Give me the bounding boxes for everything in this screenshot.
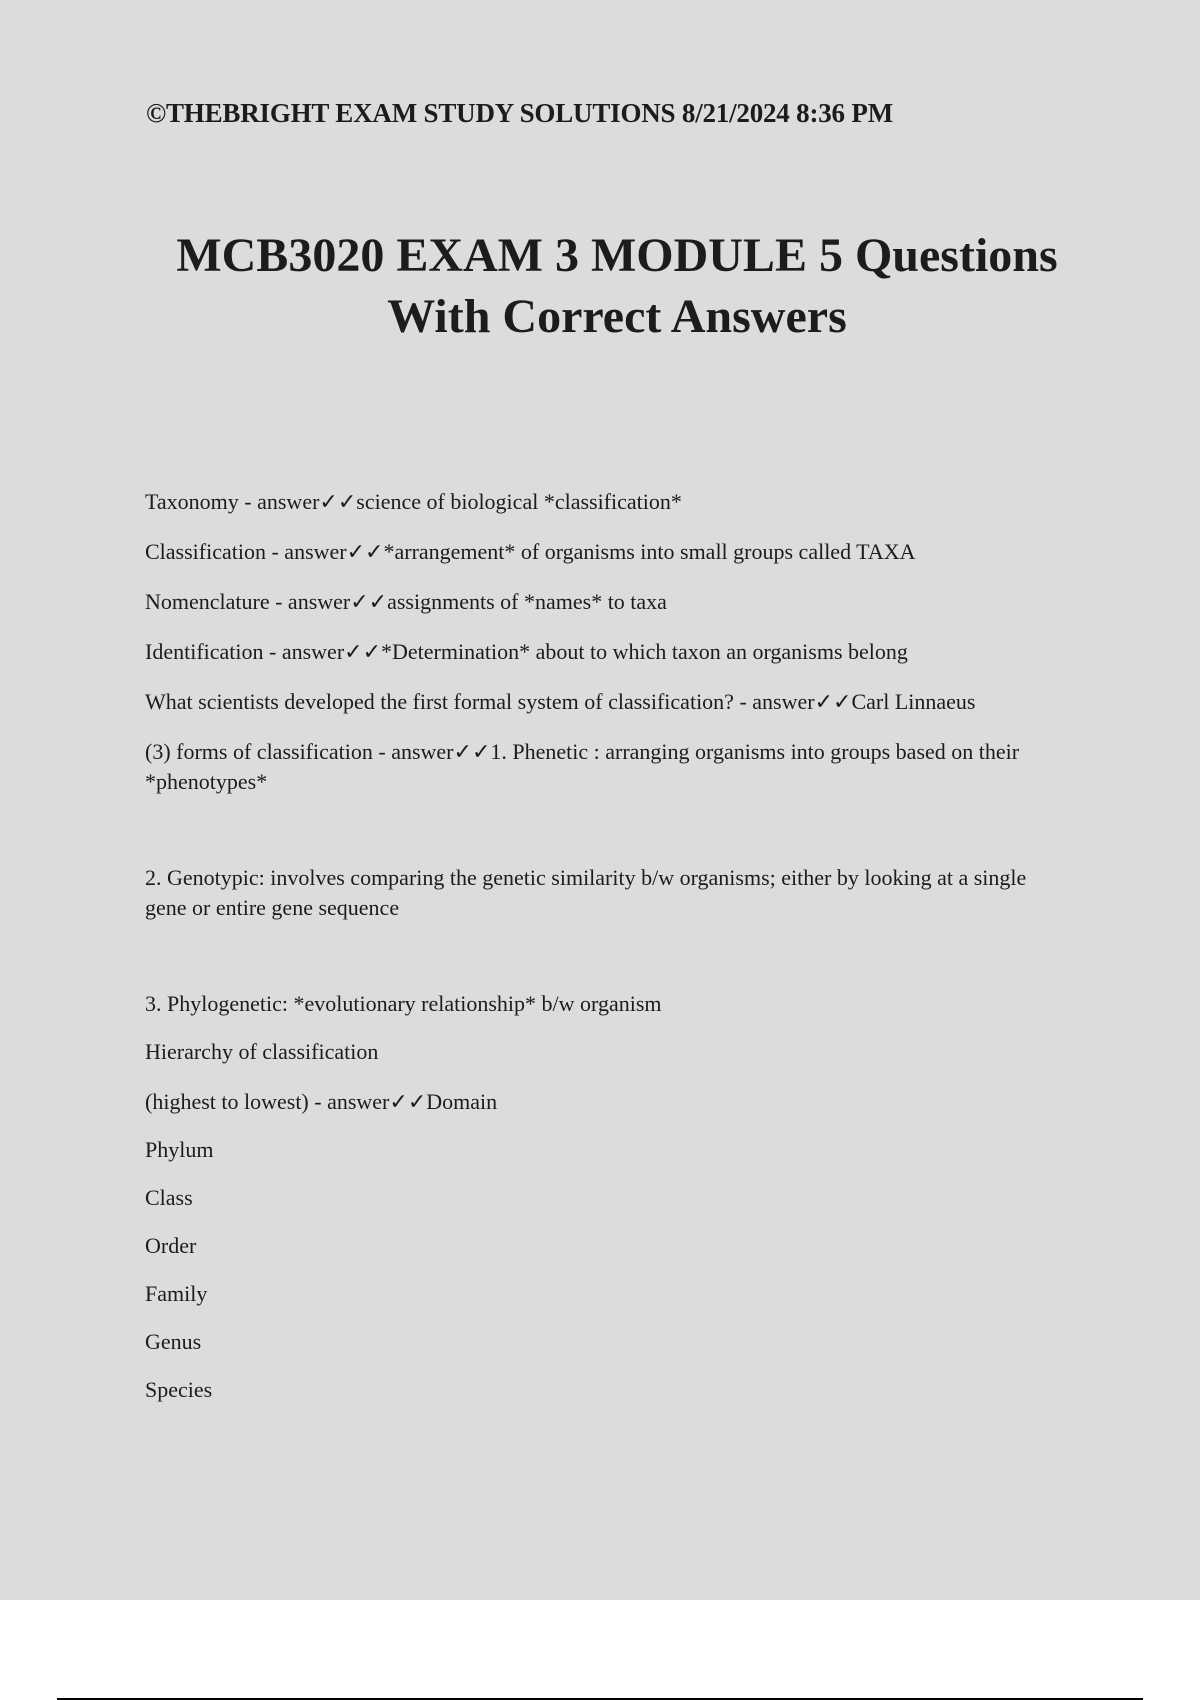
- rank-genus: Genus: [145, 1329, 202, 1354]
- rank-family: Family: [145, 1281, 208, 1306]
- qa-item-linnaeus: What scientists developed the first formal system of classification? - answer✓✓Carl Linnaeus: [145, 689, 976, 714]
- copyright-icon: ©: [146, 98, 166, 128]
- qa-item-genotypic: 2. Genotypic: involves comparing the genetic similarity b/w organisms; either by looking at a single gene or entire gene sequence: [145, 865, 1027, 920]
- rank-order: Order: [145, 1233, 197, 1258]
- rank-phylum: Phylum: [145, 1137, 214, 1162]
- rank-species: Species: [145, 1377, 213, 1402]
- qa-item-hierarchy-answer: (highest to lowest) - answer✓✓Domain: [145, 1089, 498, 1114]
- qa-item-identification: Identification - answer✓✓*Determination* about to which taxon an organisms belong: [145, 639, 908, 664]
- qa-item-forms-phenetic: (3) forms of classification - answer✓✓1. Phenetic : arranging organisms into groups based on their *phenotypes*: [145, 739, 1020, 794]
- rank-class: Class: [145, 1185, 193, 1210]
- qa-item-phylogenetic: 3. Phylogenetic: *evolutionary relationship* b/w organism: [145, 991, 662, 1016]
- document-title: [100, 225, 1134, 347]
- document-body: [145, 487, 1065, 1405]
- title-line-1: MCB3020 EXAM 3 MODULE 5 Questions: [176, 229, 1058, 282]
- qa-item-classification: Classification - answer✓✓*arrangement* of organisms into small groups called TAXA: [145, 539, 916, 564]
- qa-item-taxonomy: Taxonomy - answer✓✓science of biological *classification*: [145, 489, 682, 514]
- qa-item-nomenclature: Nomenclature - answer✓✓assignments of *names* to taxa: [145, 589, 667, 614]
- qa-item-hierarchy: Hierarchy of classification: [145, 1039, 379, 1064]
- header-text: THEBRIGHT EXAM STUDY SOLUTIONS 8/21/2024 8:36 PM: [165, 98, 893, 128]
- title-line-2: With Correct Answers: [387, 290, 847, 343]
- page-header: [146, 98, 893, 129]
